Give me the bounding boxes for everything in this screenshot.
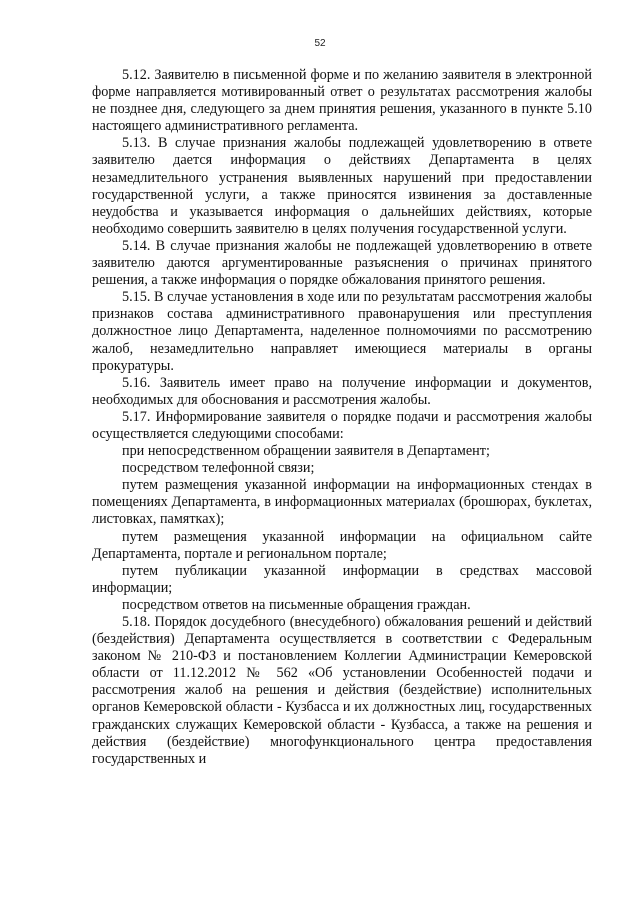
paragraph-5-15: 5.15. В случае установления в ходе или по результатам рассмотрения жалобы признаков состава административного правонарушения или преступления должностное лицо Департамента, наделенное полномочиями по рассмотрению жалоб, незамедлительно направляет имеющиеся материалы в органы прокуратуры. — [92, 289, 592, 374]
document-body — [92, 67, 592, 768]
page-number: 52 — [314, 38, 326, 49]
paragraph-5-17: 5.17. Информирование заявителя о порядке подачи и рассмотрения жалобы осуществляется следующими способами: — [92, 408, 592, 442]
list-item-written-replies: посредством ответов на письменные обращения граждан. — [122, 596, 471, 613]
paragraph-5-14: 5.14. В случае признания жалобы не подлежащей удовлетворению в ответе заявителю даются аргументированные разъяснения о причинах принятого решения, а также информация о порядке обжалования принятого решения. — [92, 237, 592, 289]
list-item-info-stands: путем размещения указанной информации на информационных стендах в помещениях Департамента, в информационных материалах (брошюрах, буклетах, листовках, памятках); — [92, 477, 592, 528]
list-item-official-site: путем размещения указанной информации на официальном сайте Департамента, портале и региональном портале; — [92, 528, 592, 562]
paragraph-5-12: 5.12. Заявителю в письменной форме и по желанию заявителя в электронной форме направляется мотивированный ответ о результатах рассмотрения жалобы не позднее дня, следующего за днем принятия решения, указанного в пункте 5.10 настоящего административного регламента. — [92, 67, 592, 135]
list-item-direct-appeal: при непосредственном обращении заявителя в Департамент; — [122, 443, 490, 460]
paragraph-5-13: 5.13. В случае признания жалобы подлежащей удовлетворению в ответе заявителю дается информация о действиях Департамента в целях незамедлительного устранения выявленных нарушений при предоставлении государственной услуги, а также приносятся извинения за доставленные неудобства и указывается информация о дальнейших действиях, которые необходимо совершить заявителю в целях получения государственной услуги. — [92, 135, 592, 237]
list-item-phone: посредством телефонной связи; — [122, 460, 315, 477]
list-item-mass-media: путем публикации указанной информации в средствах массовой информации; — [92, 562, 592, 596]
paragraph-5-18: 5.18. Порядок досудебного (внесудебного) обжалования решений и действий (бездействия) Департамента осуществляется в соответствии с Федеральным законом № 210-ФЗ и постановлением Коллегии Администрации Кемеровской области от 11.12.2012 № 562 «Об установлении Особенностей подачи и рассмотрения жалоб на решения и действия (бездействие) исполнительных органов Кемеровской области - Кузбасса и их должностных лиц, государственных гражданских служащих Кемеровской области - Кузбасса, а также на решения и действия (бездействие) многофункционального центра предоставления государственных и — [92, 614, 592, 767]
paragraph-5-16: 5.16. Заявитель имеет право на получение информации и документов, необходимых для обоснования и рассмотрения жалобы. — [92, 374, 592, 408]
